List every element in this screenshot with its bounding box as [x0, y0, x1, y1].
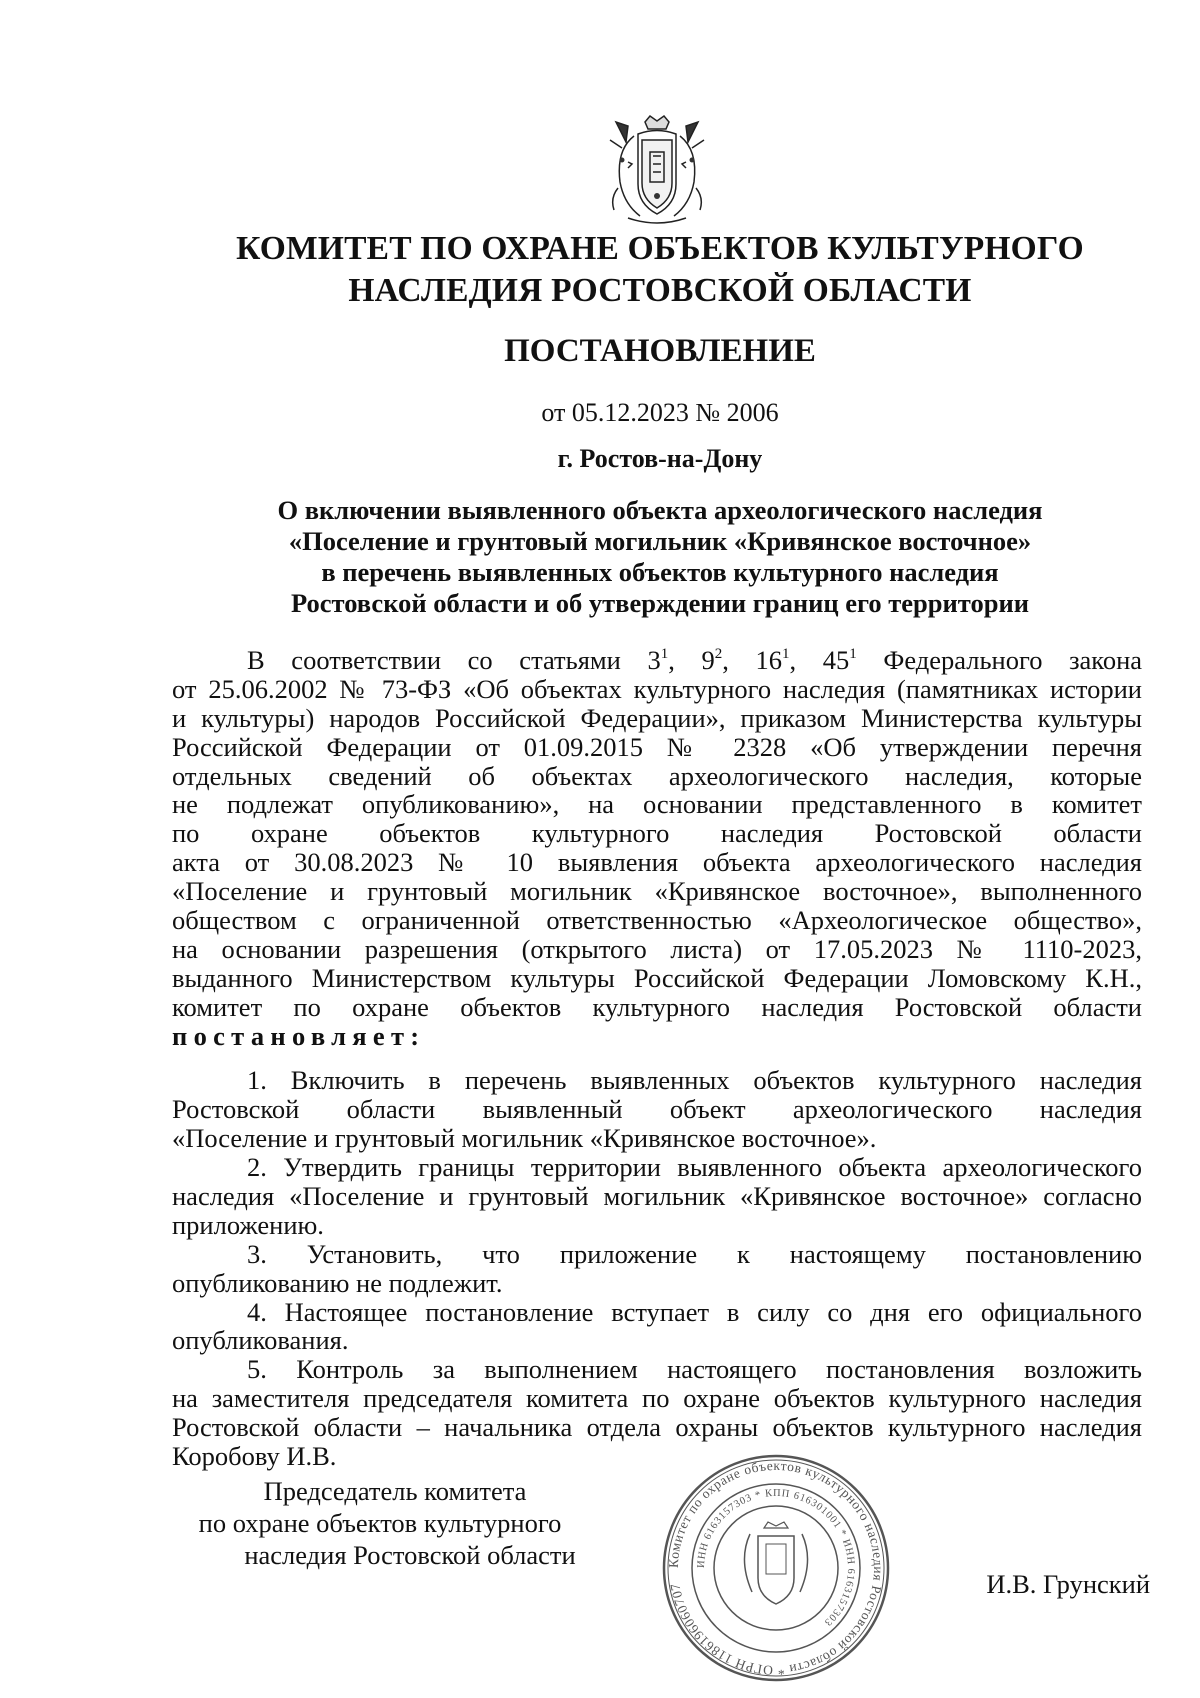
seal-inner-text: ИНН 6163157303 * КПП 616301001 * ИНН 6163157303	[695, 1487, 857, 1628]
signatory-title	[160, 1475, 600, 1571]
item-3-first-line: 3. Установить, что приложение к настоящему постановлению	[247, 1238, 1142, 1269]
footnote-mark: 1	[849, 646, 857, 662]
item-5-line: Ростовской области – начальника отдела охраны объектов культурного наследия	[172, 1412, 1142, 1443]
preamble-line: и культуры) народов Российской Федерации», приказом Министерства культуры	[172, 702, 1142, 733]
item-3-line: опубликованию не подлежит.	[172, 1267, 503, 1298]
signatory-title-line: Председатель комитета	[263, 1476, 527, 1506]
preamble-text: , 16	[722, 645, 783, 675]
preamble-line: «Поселение и грунтовый могильник «Кривянское восточное», выполненного	[172, 876, 1142, 907]
preamble-line: выданного Министерством культуры Российской Федерации Ломовскому К.Н.,	[172, 962, 1142, 993]
date-and-number: от 05.12.2023 № 2006	[541, 398, 779, 427]
footnote-mark: 2	[714, 646, 723, 662]
subject-line: в перечень выявленных объектов культурного наследия	[321, 557, 999, 587]
authority-line-2: НАСЛЕДИЯ РОСТОВСКОЙ ОБЛАСТИ	[348, 272, 972, 309]
place-of-issue: г. Ростов-на-Дону	[557, 444, 763, 473]
signatory-title-line: наследия Ростовской области	[244, 1540, 576, 1570]
authority-line-1: КОМИТЕТ ПО ОХРАНЕ ОБЪЕКТОВ КУЛЬТУРНОГО	[236, 230, 1084, 267]
preamble-line: на основании разрешения (открытого листа) от 17.05.2023 № 1110-2023,	[172, 933, 1142, 964]
preamble-line: по охране объектов культурного наследия Ростовской области	[172, 818, 1142, 849]
item-4-first-line: 4. Настоящее постановление вступает в силу со дня его официального	[247, 1296, 1142, 1327]
subject-line: Ростовской области и об утверждении границ его территории	[291, 588, 1029, 618]
item-1-line: Ростовской области выявленный объект археологического наследия	[172, 1094, 1142, 1125]
preamble-line	[172, 646, 1142, 675]
preamble-text: , 9	[668, 645, 715, 675]
preamble-line: обществом с ограниченной ответственностью «Археологическое общество»,	[172, 905, 1142, 936]
footnote-mark: 1	[782, 646, 790, 662]
preamble-text: , 45	[789, 645, 850, 675]
item-1-first-line: 1. Включить в перечень выявленных объектов культурного наследия	[247, 1065, 1142, 1096]
document-body	[172, 646, 1142, 1471]
subject-line: О включении выявленного объекта археологического наследия	[277, 495, 1043, 525]
coat-of-arms-icon	[598, 112, 716, 228]
official-seal-icon	[660, 1452, 892, 1684]
preamble-line: акта от 30.08.2023 № 10 выявления объекта археологического наследия	[172, 847, 1142, 878]
item-5-line: Коробову И.В.	[172, 1441, 337, 1472]
item-2-line: наследия «Поселение и грунтовый могильник «Кривянское восточное» согласно	[172, 1181, 1142, 1212]
subject-line: «Поселение и грунтовый могильник «Кривянское восточное»	[288, 526, 1032, 556]
preamble-line: не подлежат опубликованию», на основании представленного в комитет	[172, 789, 1142, 820]
document-subject	[160, 495, 1160, 619]
item-2-line: приложению.	[172, 1209, 324, 1240]
item-5-line: на заместителя председателя комитета по охране объектов культурного наследия	[172, 1383, 1142, 1414]
footnote-mark: 1	[660, 646, 669, 662]
paragraph-gap	[172, 1050, 1142, 1066]
preamble-line: отдельных сведений об объектах археологического наследия, которые	[172, 760, 1142, 791]
preamble-text: В соответствии со статьями 3	[247, 645, 661, 675]
preamble-line: от 25.06.2002 № 73-ФЗ «Об объектах культурного наследия (памятниках истории	[172, 673, 1142, 704]
item-4-line: опубликования.	[172, 1325, 349, 1356]
preamble-line: Российской Федерации от 01.09.2015 № 2328 «Об утверждении перечня	[172, 731, 1142, 762]
document-type: ПОСТАНОВЛЕНИЕ	[504, 333, 816, 369]
preamble-text: Федерального закона	[856, 645, 1143, 675]
item-2-first-line: 2. Утвердить границы территории выявленного объекта археологического	[247, 1152, 1142, 1183]
item-1-line: «Поселение и грунтовый могильник «Кривянское восточное».	[172, 1123, 877, 1154]
signatory-name: И.В. Грунский	[986, 1569, 1150, 1599]
seal-outer-text: Комитет по охране объектов культурного наследия Ростовской области * ОГРН 1186196060707	[665, 1457, 887, 1679]
issuing-authority	[160, 228, 1160, 312]
item-5-first-line: 5. Контроль за выполнением настоящего постановления возложить	[247, 1354, 1142, 1385]
preamble-line: комитет по охране объектов культурного наследия Ростовской области	[172, 991, 1142, 1022]
resolves-word: постановляет:	[172, 1020, 426, 1051]
signatory-title-line: по охране объектов культурного	[198, 1508, 562, 1538]
